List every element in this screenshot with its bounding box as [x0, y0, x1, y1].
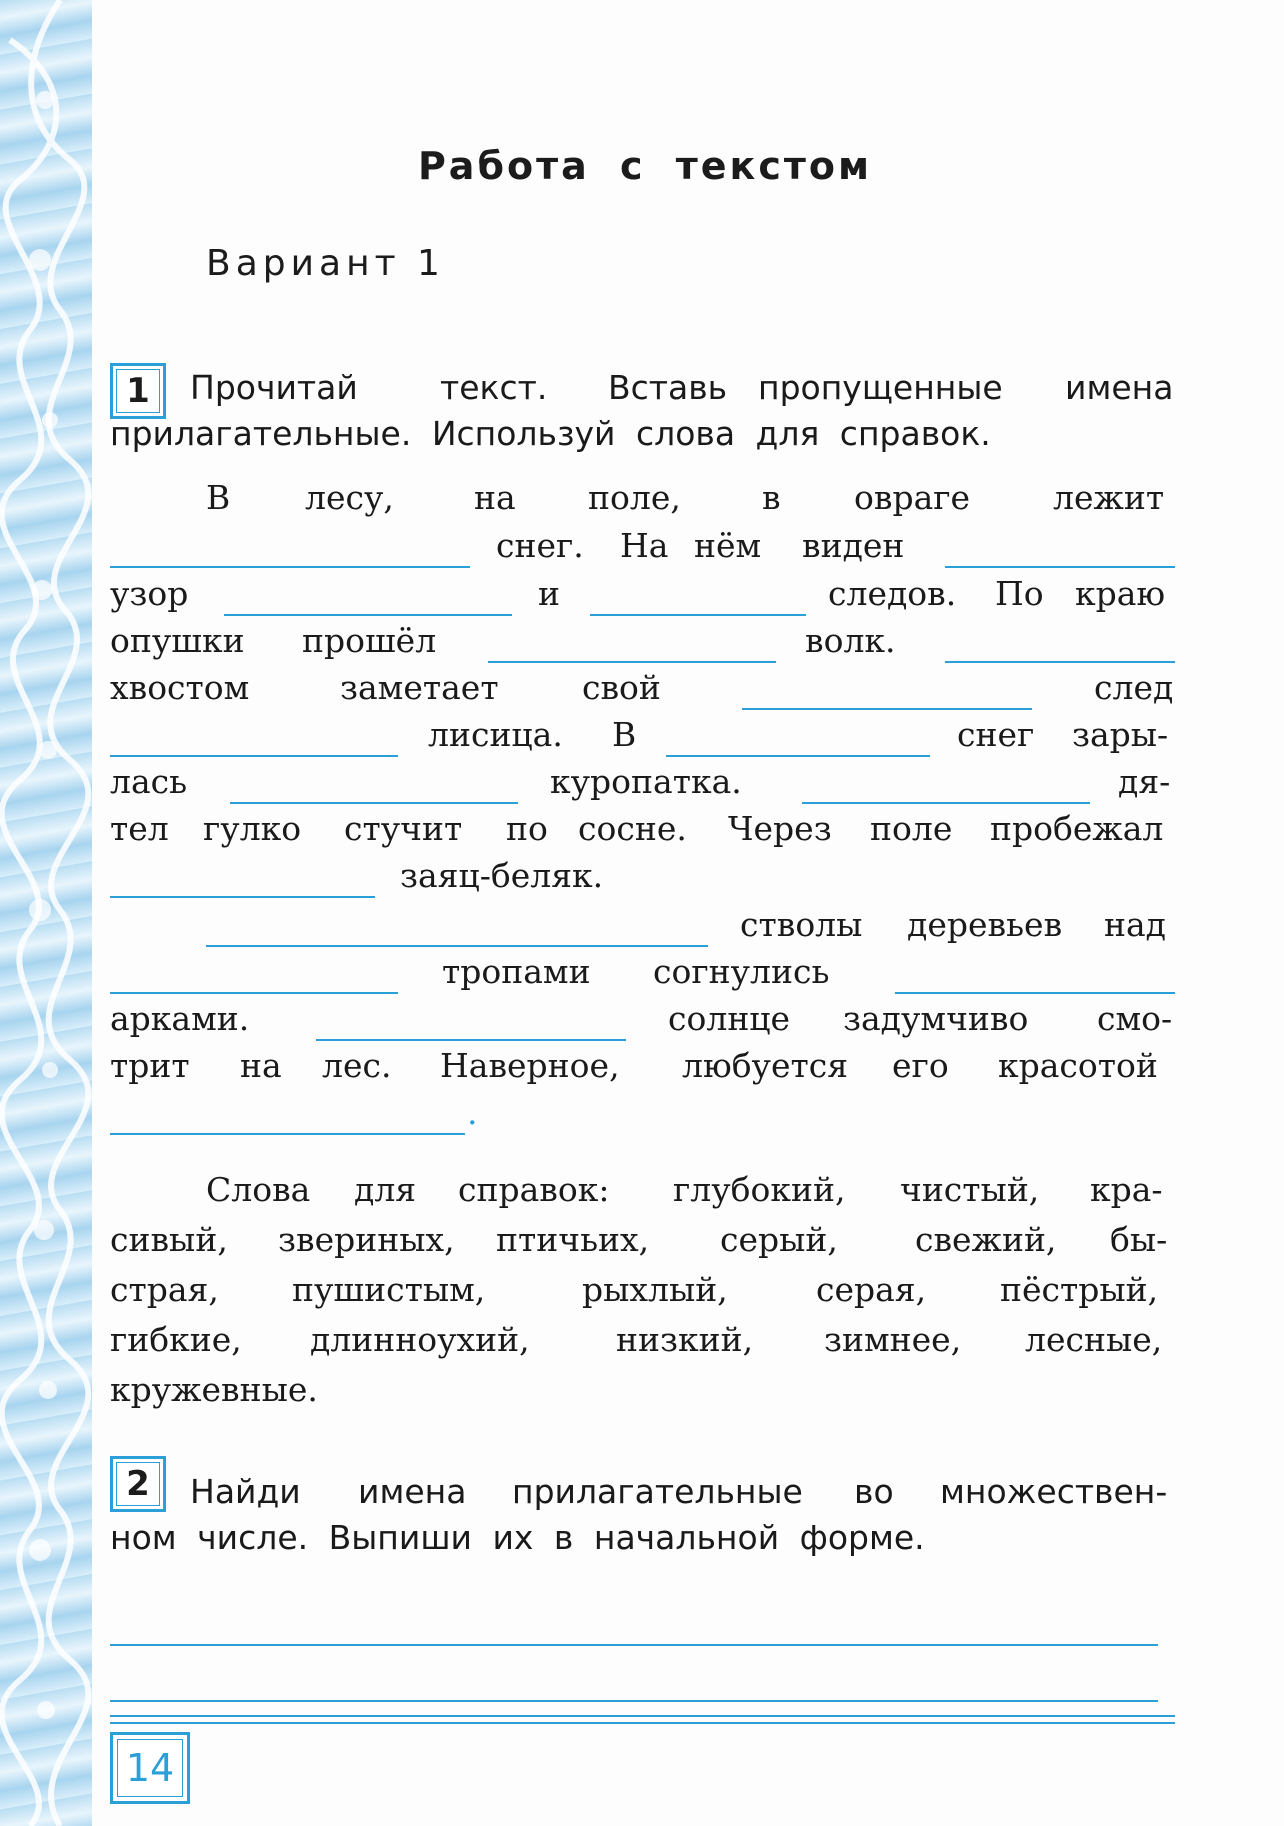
- blank-field[interactable]: [488, 661, 776, 663]
- task-2-instruction-line-1: Найди имена прилагательные во множествен-: [190, 1472, 1168, 1511]
- text-line-12: арками. солнце задумчиво смо-: [110, 999, 1180, 1047]
- answer-line-1[interactable]: [110, 1644, 1158, 1646]
- text-line-1: В лесу, на поле, в овраге лежит: [206, 478, 1165, 517]
- blank-field[interactable]: [110, 1133, 465, 1135]
- blank-field[interactable]: [206, 945, 708, 947]
- text-line-4: опушки прошёл волк.: [110, 621, 1180, 669]
- text-line-5: хвостом заметает свой след: [110, 668, 1180, 716]
- blank-field[interactable]: [802, 802, 1090, 804]
- reference-line-4: гибкие, длинноухий, низкий, зимнее, лесные,: [110, 1320, 1163, 1359]
- text-line-9: заяц-беляк.: [110, 856, 1180, 904]
- blank-field[interactable]: [110, 755, 398, 757]
- text-line-7: лась куропатка. дя-: [110, 762, 1180, 810]
- answer-line-2[interactable]: [110, 1700, 1158, 1702]
- text-line-3: узор и следов. По краю: [110, 574, 1180, 622]
- blank-field[interactable]: [110, 566, 470, 568]
- text-line-2: снег. На нём виден: [110, 526, 1180, 574]
- blank-field[interactable]: [110, 992, 398, 994]
- task-1-instruction-line-2: прилагательные. Используй слова для справок.: [110, 414, 991, 453]
- reference-line-1: Слова для справок: глубокий, чистый, кра-: [206, 1170, 1163, 1209]
- blank-field[interactable]: [316, 1039, 626, 1041]
- page-number: 14: [110, 1732, 190, 1804]
- text-line-6: лисица. В снег зары-: [110, 715, 1180, 763]
- text-line-11: тропами согнулись: [110, 952, 1180, 1000]
- variant-heading: Вариант 1: [206, 243, 445, 284]
- reference-line-2: сивый, звериных, птичьих, серый, свежий, бы-: [110, 1220, 1168, 1259]
- blank-field[interactable]: [945, 566, 1175, 568]
- floral-ornament: [0, 0, 92, 1826]
- text-line-14: .: [110, 1093, 1180, 1141]
- blank-field[interactable]: [945, 661, 1175, 663]
- task-2-number-box: 2: [110, 1456, 166, 1512]
- blank-field[interactable]: [742, 708, 1032, 710]
- task-2-instruction-line-2: ном числе. Выпиши их в начальной форме.: [110, 1518, 925, 1557]
- blank-field[interactable]: [590, 614, 806, 616]
- text-line-13: трит на лес. Наверное, любуется его красотой: [110, 1046, 1158, 1085]
- decorative-border: [0, 0, 92, 1826]
- reference-line-3: страя, пушистым, рыхлый, серая, пёстрый,: [110, 1270, 1159, 1309]
- task-1-instruction-line-1: Прочитай текст. Вставь пропущенные имена: [190, 368, 1174, 407]
- reference-line-5: кружевные.: [110, 1370, 318, 1409]
- footer-rule-inner: [110, 1722, 1175, 1724]
- text-line-8: тел гулко стучит по сосне. Через поле пробежал: [110, 809, 1164, 848]
- blank-field[interactable]: [895, 992, 1175, 994]
- blank-field[interactable]: [224, 614, 512, 616]
- blank-field[interactable]: [110, 896, 375, 898]
- blank-field[interactable]: [666, 755, 930, 757]
- blank-field[interactable]: [230, 802, 518, 804]
- text-line-10: стволы деревьев над: [110, 905, 1180, 953]
- page-title: Работа с текстом: [417, 144, 873, 188]
- task-1-number-box: 1: [110, 363, 166, 419]
- footer-rule: [110, 1715, 1175, 1717]
